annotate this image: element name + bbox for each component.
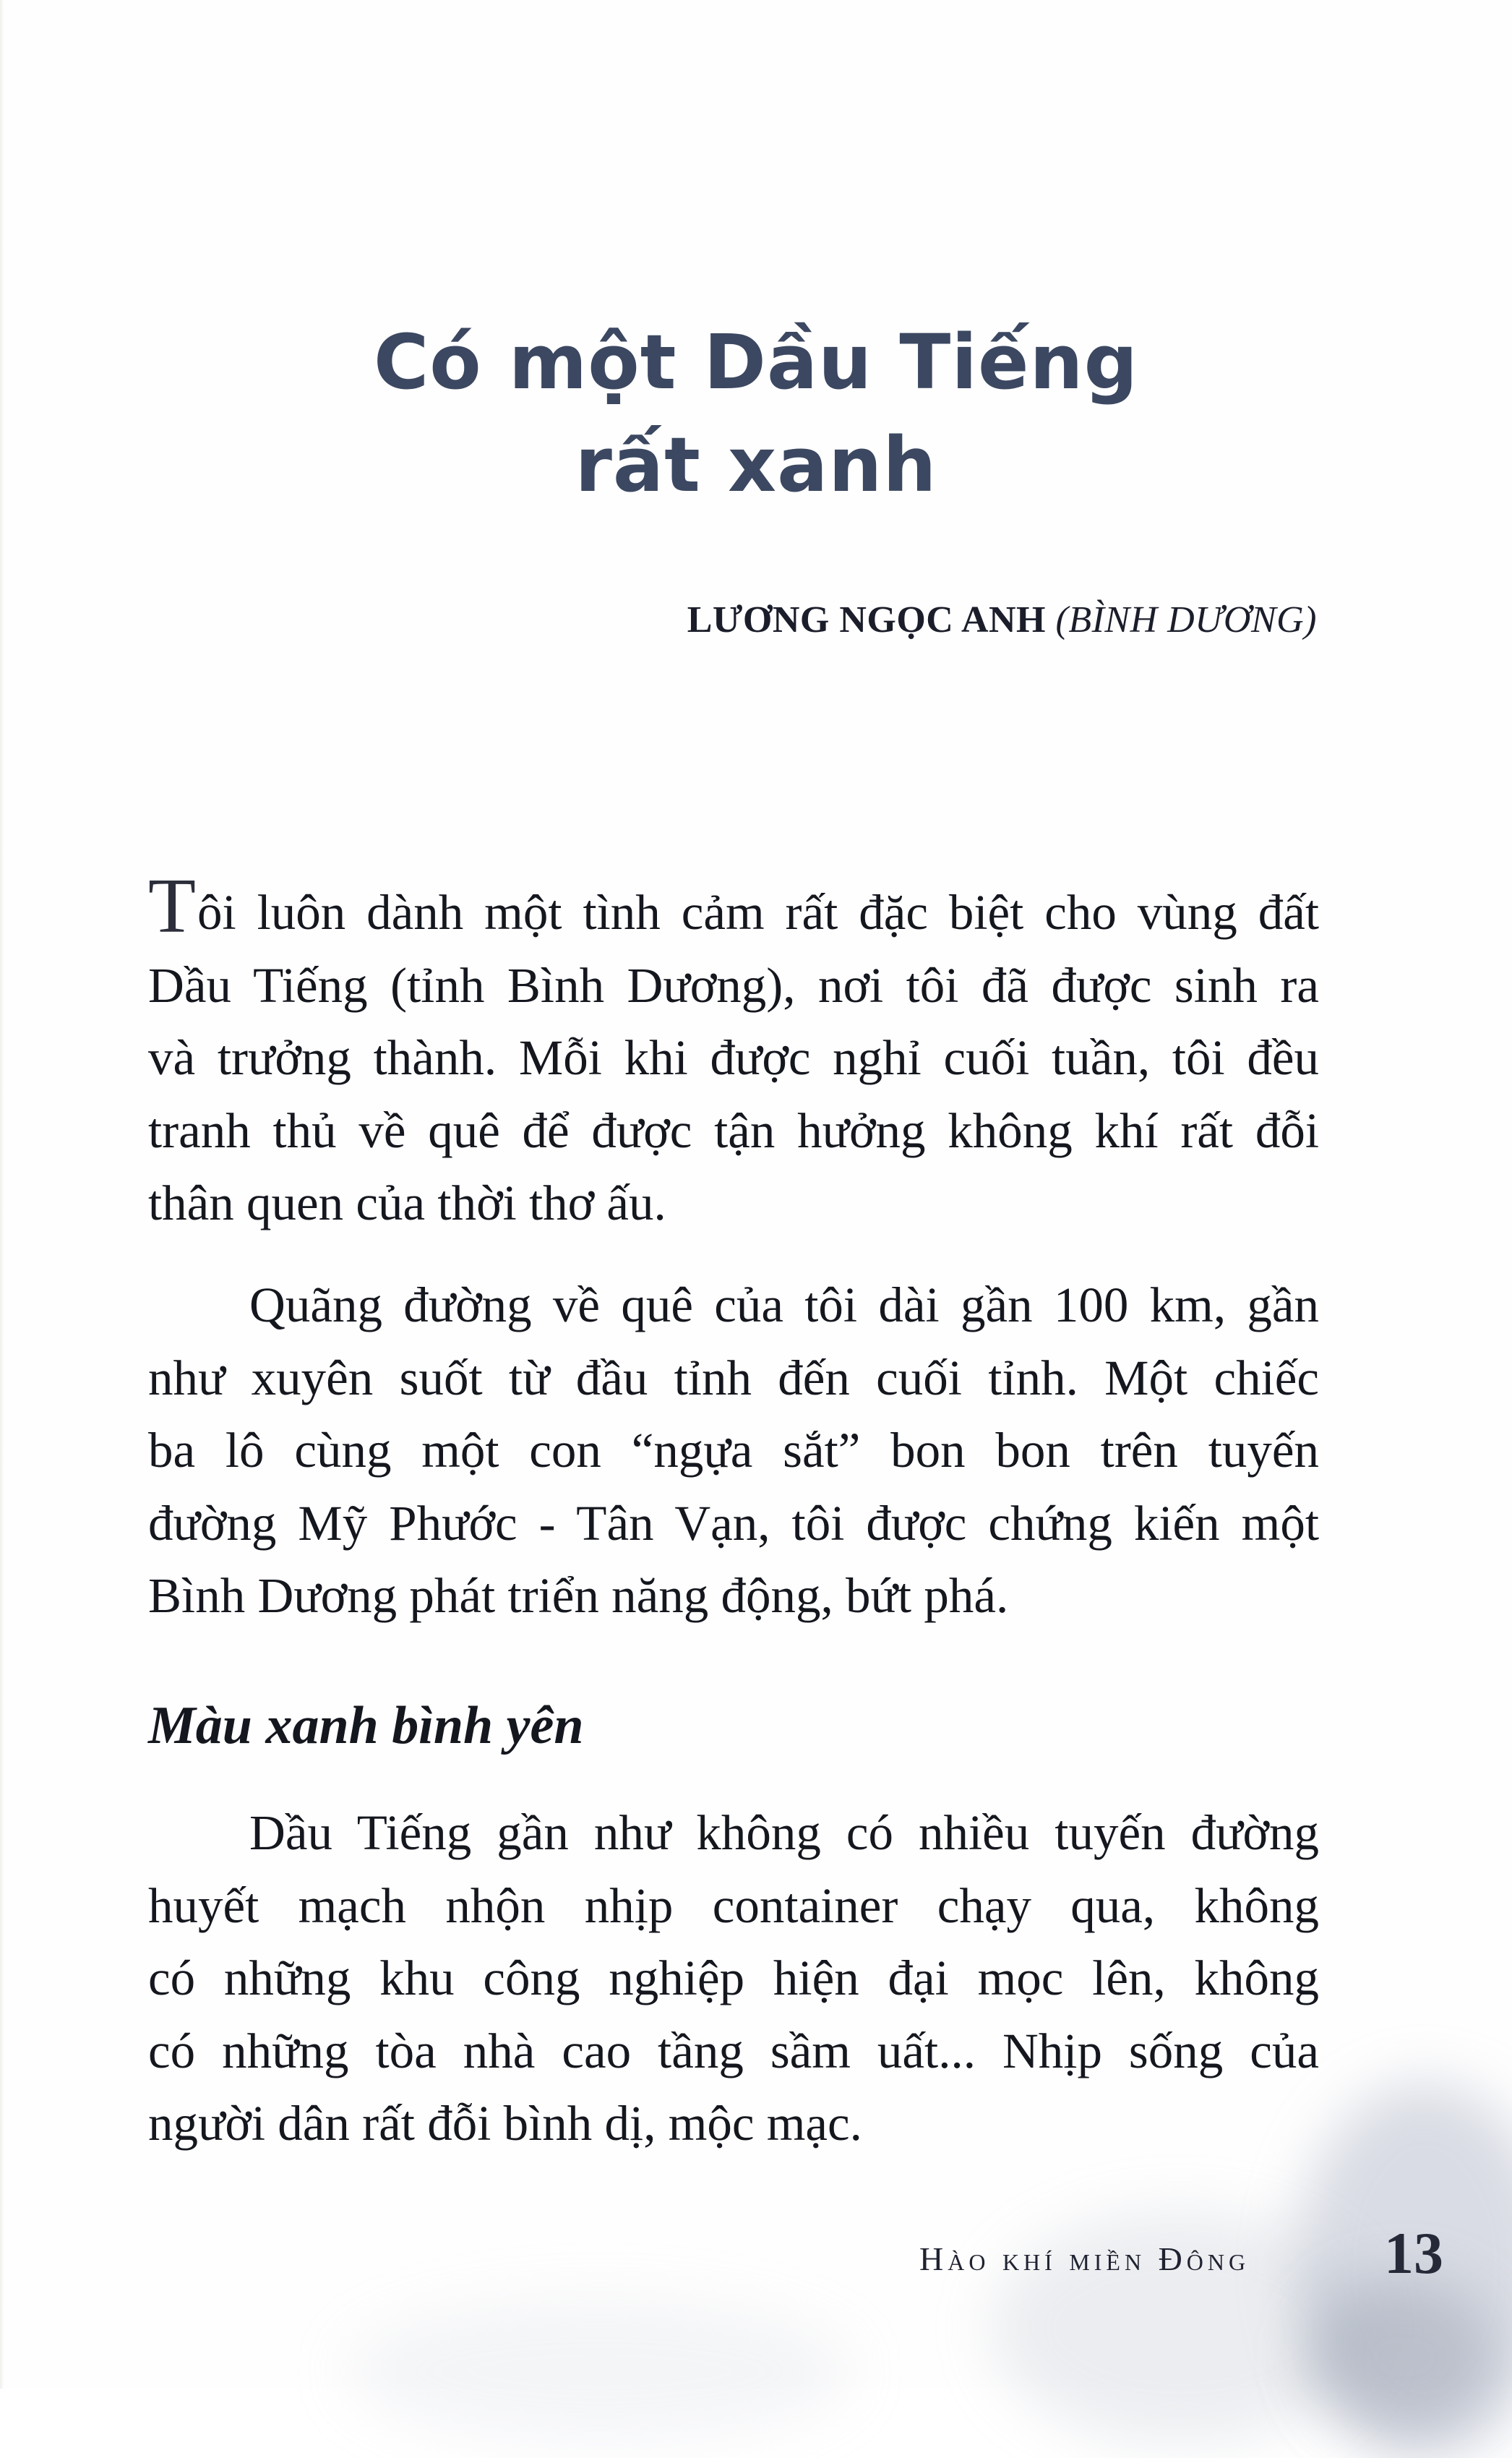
text-line: ba lô cùng một con “ngựa sắt” bon bon trên tuyến bbox=[148, 1423, 1319, 1478]
text-line: người dân rất đỗi bình dị, mộc mạc. bbox=[148, 2096, 862, 2151]
page-number: 13 bbox=[1384, 2220, 1443, 2286]
text-line: huyết mạch nhộn nhịp container chạy qua, không bbox=[148, 1877, 1319, 1933]
text-line: Quãng đường về quê của tôi dài gần 100 km, gần bbox=[249, 1277, 1319, 1332]
text-line: có những khu công nghiệp hiện đại mọc lên, không bbox=[148, 1950, 1319, 2005]
text-line: có những tòa nhà cao tầng sầm uất... Nhịp sống của bbox=[148, 2023, 1319, 2078]
running-head: Hào khí miền Đông bbox=[919, 2240, 1250, 2277]
ink-wash-decoration bbox=[1310, 2277, 1498, 2436]
text-line: Dầu Tiếng (tỉnh Bình Dương), nơi tôi đã được sinh ra bbox=[148, 957, 1319, 1013]
chapter-title-line-2: rất xanh bbox=[575, 421, 937, 509]
paragraph-1 bbox=[148, 863, 1319, 1240]
author-region: (BÌNH DƯƠNG) bbox=[1055, 599, 1317, 641]
section-heading: Màu xanh bình yên bbox=[148, 1696, 584, 1755]
text-line: tranh thủ về quê để được tận hưởng không khí rất đỗi bbox=[148, 1102, 1319, 1158]
text-line: Bình Dương phát triển năng động, bứt phá. bbox=[148, 1568, 1009, 1623]
chapter-title bbox=[0, 311, 1512, 516]
text-line: như xuyên suốt từ đầu tỉnh đến cuối tỉnh. Một chiếc bbox=[148, 1350, 1319, 1405]
text-line: Dầu Tiếng gần như không có nhiều tuyến đường bbox=[249, 1805, 1319, 1860]
text-line: thân quen của thời thơ ấu. bbox=[148, 1176, 666, 1230]
text-line: và trưởng thành. Mỗi khi được nghỉ cuối tuần, tôi đều bbox=[148, 1030, 1319, 1085]
author-byline bbox=[687, 599, 1317, 641]
drop-cap: T bbox=[148, 863, 196, 949]
paragraph-2 bbox=[148, 1269, 1319, 1632]
text-line: Tôi luôn dành một tình cảm rất đặc biệt cho vùng đất bbox=[148, 863, 1319, 949]
author-name: LƯƠNG NGỌC ANH bbox=[687, 599, 1046, 641]
chapter-title-line-1: Có một Dầu Tiếng bbox=[373, 318, 1139, 406]
ink-wash-decoration bbox=[347, 2299, 853, 2444]
text-line: đường Mỹ Phước - Tân Vạn, tôi được chứng kiến một bbox=[148, 1495, 1319, 1551]
paragraph-3 bbox=[148, 1797, 1319, 2160]
